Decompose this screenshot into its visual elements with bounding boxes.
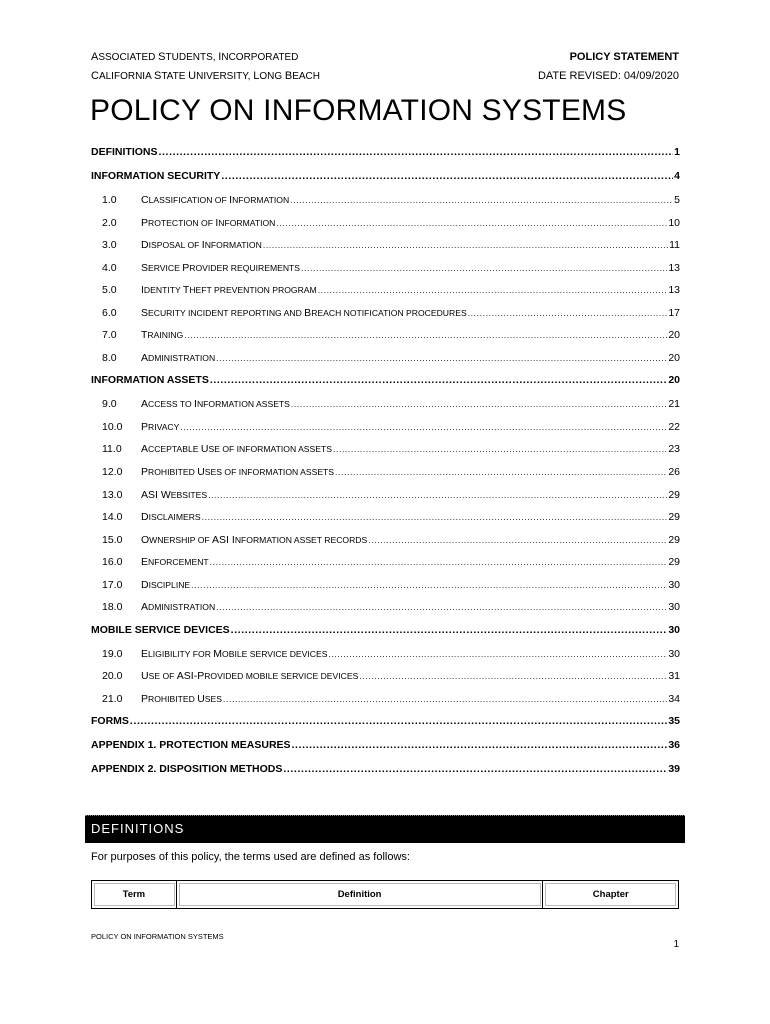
toc-subsection-link[interactable] xyxy=(91,648,680,671)
toc-label: ACCESS TO INFORMATION ASSETS xyxy=(141,398,290,411)
toc-section-link[interactable] xyxy=(91,624,680,648)
document-meta-header xyxy=(538,48,679,86)
toc-page-number: 22 xyxy=(668,420,680,433)
toc-leader-dots xyxy=(290,195,673,205)
toc-leader-dots xyxy=(292,739,668,751)
organization-header xyxy=(91,48,320,86)
toc-page-number: 20 xyxy=(668,351,680,364)
toc-page-number: 20 xyxy=(668,374,680,387)
toc-page-number: 23 xyxy=(668,443,680,456)
toc-subsection-link[interactable] xyxy=(91,489,680,512)
toc-leader-dots xyxy=(333,444,667,454)
toc-subsection-link[interactable] xyxy=(91,693,680,716)
toc-page-number: 29 xyxy=(668,488,680,501)
toc-leader-dots xyxy=(184,330,667,340)
toc-subsection-link[interactable] xyxy=(91,352,680,375)
toc-subsection-link[interactable] xyxy=(91,579,680,602)
toc-number: 5.0 xyxy=(102,284,117,297)
toc-label: INFORMATION ASSETS xyxy=(91,374,209,387)
toc-leader-dots xyxy=(210,557,668,567)
toc-label: INFORMATION SECURITY xyxy=(91,170,221,182)
section-heading: DEFINITIONS xyxy=(91,821,185,836)
toc-label: CLASSIFICATION OF INFORMATION xyxy=(141,194,290,206)
toc-number: 1.0 xyxy=(102,194,117,206)
toc-number: 3.0 xyxy=(102,239,117,252)
toc-leader-dots xyxy=(216,602,667,612)
toc-page-number: 13 xyxy=(668,261,680,274)
toc-page-number: 4 xyxy=(674,170,680,182)
toc-leader-dots xyxy=(318,285,668,295)
toc-section-link[interactable] xyxy=(91,763,680,787)
toc-number: 20.0 xyxy=(102,670,123,683)
toc-subsection-link[interactable] xyxy=(91,534,680,557)
footer-page-number: 1 xyxy=(673,939,679,950)
toc-subsection-link[interactable] xyxy=(91,194,680,217)
toc-leader-dots xyxy=(283,763,667,775)
toc-leader-dots xyxy=(202,512,668,522)
toc-page-number: 30 xyxy=(668,623,680,636)
toc-leader-dots xyxy=(301,263,667,273)
toc-label: PROTECTION OF INFORMATION xyxy=(141,216,276,229)
toc-page-number: 10 xyxy=(668,216,680,229)
toc-page-number: 20 xyxy=(668,329,680,342)
toc-number: 14.0 xyxy=(102,511,123,524)
toc-subsection-link[interactable] xyxy=(91,217,680,240)
toc-label: ASI WEBSITES xyxy=(141,488,208,501)
toc-leader-dots xyxy=(216,353,667,363)
toc-page-number: 36 xyxy=(668,739,680,752)
toc-section-link[interactable] xyxy=(91,170,680,194)
toc-page-number: 34 xyxy=(668,692,680,705)
toc-page-number: 30 xyxy=(668,601,680,614)
toc-subsection-link[interactable] xyxy=(91,466,680,489)
toc-section-link[interactable] xyxy=(91,715,680,739)
toc-page-number: 29 xyxy=(668,533,680,546)
toc-label: APPENDIX 1. PROTECTION MEASURES xyxy=(91,739,291,752)
toc-number: 16.0 xyxy=(102,556,123,569)
toc-leader-dots xyxy=(159,146,674,158)
column-header-definition: Definition xyxy=(177,881,544,908)
toc-leader-dots xyxy=(191,580,667,590)
toc-number: 10.0 xyxy=(102,420,123,433)
toc-leader-dots xyxy=(180,422,667,432)
toc-number: 12.0 xyxy=(102,466,123,479)
toc-subsection-link[interactable] xyxy=(91,239,680,262)
toc-subsection-link[interactable] xyxy=(91,307,680,330)
toc-label: FORMS xyxy=(91,715,129,728)
toc-leader-dots xyxy=(231,624,668,636)
toc-leader-dots xyxy=(328,649,667,659)
definitions-table-header xyxy=(91,880,679,909)
toc-number: 19.0 xyxy=(102,647,123,660)
toc-label: MOBILE SERVICE DEVICES xyxy=(91,623,230,636)
section-intro: For purposes of this policy, the terms used are defined as follows: xyxy=(91,851,410,863)
footer-document-name: POLICY ON INFORMATION SYSTEMS xyxy=(91,932,224,941)
table-of-contents xyxy=(91,146,680,787)
toc-label: PRIVACY xyxy=(141,420,180,433)
toc-number: 4.0 xyxy=(102,261,117,274)
toc-leader-dots xyxy=(223,694,667,704)
toc-page-number: 30 xyxy=(668,647,680,660)
column-header-chapter: Chapter xyxy=(543,881,678,908)
toc-page-number: 17 xyxy=(668,306,680,319)
column-header-term: Term xyxy=(92,881,177,908)
toc-number: 11.0 xyxy=(102,443,122,456)
toc-leader-dots xyxy=(276,218,667,228)
toc-page-number: 35 xyxy=(668,715,680,728)
toc-subsection-link[interactable] xyxy=(91,556,680,579)
toc-subsection-link[interactable] xyxy=(91,284,680,307)
toc-leader-dots xyxy=(130,715,667,727)
toc-label: TRAINING xyxy=(141,329,184,342)
toc-number: 17.0 xyxy=(102,578,123,591)
toc-label: ELIGIBILITY FOR MOBILE SERVICE DEVICES xyxy=(141,647,328,660)
toc-page-number: 30 xyxy=(668,578,680,591)
toc-section-link[interactable] xyxy=(91,374,680,398)
toc-label: SERVICE PROVIDER REQUIREMENTS xyxy=(141,261,301,274)
toc-label: ADMINISTRATION xyxy=(141,351,216,364)
toc-number: 21.0 xyxy=(102,692,123,705)
toc-label: APPENDIX 2. DISPOSITION METHODS xyxy=(91,763,283,776)
toc-subsection-link[interactable] xyxy=(91,421,680,444)
toc-subsection-link[interactable] xyxy=(91,443,680,466)
toc-subsection-link[interactable] xyxy=(91,329,680,352)
toc-leader-dots xyxy=(210,374,667,386)
toc-label: PROHIBITED USES xyxy=(141,692,222,705)
toc-leader-dots xyxy=(335,467,667,477)
toc-label: ADMINISTRATION xyxy=(141,601,216,614)
toc-number: 15.0 xyxy=(102,533,123,546)
toc-page-number: 26 xyxy=(668,466,680,479)
toc-leader-dots xyxy=(221,170,673,182)
toc-label: IDENTITY THEFT PREVENTION PROGRAM xyxy=(141,284,317,297)
toc-leader-dots xyxy=(291,399,667,409)
toc-label: PROHIBITED USES OF INFORMATION ASSETS xyxy=(141,466,335,479)
toc-number: 9.0 xyxy=(102,398,117,411)
toc-number: 18.0 xyxy=(102,601,123,614)
toc-leader-dots xyxy=(468,308,668,318)
toc-section-link[interactable] xyxy=(91,146,680,170)
toc-leader-dots xyxy=(208,490,667,500)
toc-label: OWNERSHIP OF ASI INFORMATION ASSET RECORDS xyxy=(141,533,368,546)
toc-page-number: 13 xyxy=(668,284,680,297)
toc-page-number: 21 xyxy=(668,398,680,411)
toc-label: ACCEPTABLE USE OF INFORMATION ASSETS xyxy=(141,443,332,456)
document-type: POLICY STATEMENT xyxy=(569,51,679,63)
page-title: POLICY ON INFORMATION SYSTEMS xyxy=(90,94,627,127)
date-revised: DATE REVISED: 04/09/2020 xyxy=(537,70,679,82)
toc-number: 7.0 xyxy=(102,329,117,342)
toc-page-number: 39 xyxy=(668,763,680,776)
toc-label: USE OF ASI-PROVIDED MOBILE SERVICE DEVICES xyxy=(141,670,359,683)
toc-subsection-link[interactable] xyxy=(91,670,680,693)
toc-number: 6.0 xyxy=(102,306,117,319)
toc-section-link[interactable] xyxy=(91,739,680,763)
toc-leader-dots xyxy=(263,240,668,250)
toc-page-number: 29 xyxy=(668,556,680,569)
toc-page-number: 1 xyxy=(674,146,680,158)
toc-label: ENFORCEMENT xyxy=(141,556,209,569)
toc-label: SECURITY INCIDENT REPORTING AND BREACH NOTIFICATION PROCEDURES xyxy=(141,306,467,319)
toc-page-number: 5 xyxy=(674,194,680,206)
toc-number: 8.0 xyxy=(102,351,117,364)
toc-subsection-link[interactable] xyxy=(91,511,680,534)
toc-leader-dots xyxy=(368,535,667,545)
toc-page-number: 31 xyxy=(668,670,680,683)
toc-number: 13.0 xyxy=(102,488,123,501)
org-name-line: ASSOCIATED STUDENTS, INCORPORATED xyxy=(91,51,299,63)
toc-label: DISCIPLINE xyxy=(141,578,191,591)
toc-label: DISCLAIMERS xyxy=(141,511,201,524)
toc-subsection-link[interactable] xyxy=(91,601,680,624)
toc-page-number: 29 xyxy=(668,511,680,524)
toc-subsection-link[interactable] xyxy=(91,262,680,285)
toc-label: DISPOSAL OF INFORMATION xyxy=(141,239,262,252)
toc-label: DEFINITIONS xyxy=(91,146,158,158)
toc-leader-dots xyxy=(359,671,667,681)
toc-page-number: 11 xyxy=(669,239,680,252)
toc-subsection-link[interactable] xyxy=(91,398,680,421)
section-heading-bar xyxy=(85,815,685,843)
university-name-line: CALIFORNIA STATE UNIVERSITY, LONG BEACH xyxy=(91,70,321,82)
toc-number: 2.0 xyxy=(102,216,117,229)
